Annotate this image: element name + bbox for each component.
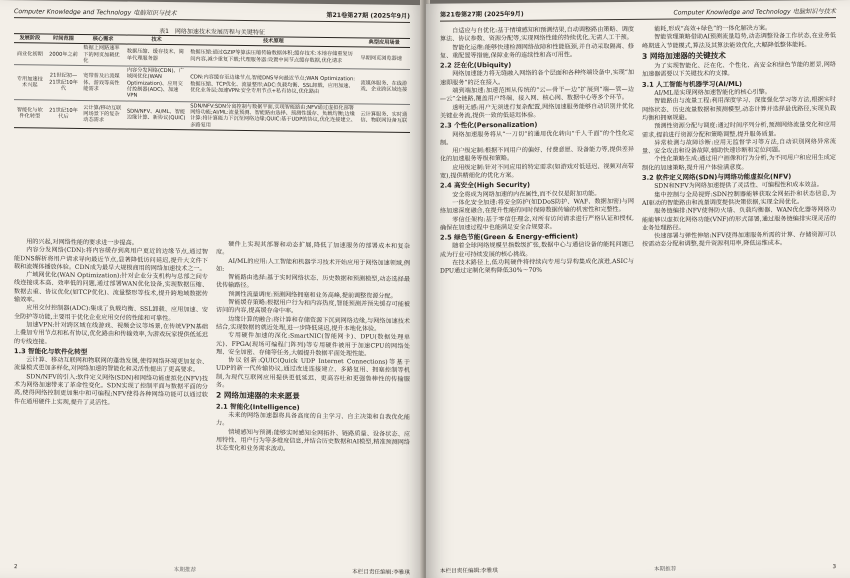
paragraph: 集中控制与全局视野:SDN控制器能够获取全网拓扑和状态信息,为AI驱动的智能路由和流量调度提供决策依据,实现全局优化。 — [642, 189, 836, 207]
table-header-cell: 典型应用场景 — [358, 38, 410, 48]
table-cell: 21世纪10年代后 — [46, 100, 82, 129]
paragraph: 智能路由与流量工程:利用深度学习、深度强化学习等方法,根据实时网络状态、历史流量数据和预测模型,动态计算并选择最优路径,实现负载均衡和拥塞规避。 — [642, 96, 836, 122]
table-title: 表1 网络加速技术发展历程与关键特征 — [159, 27, 265, 37]
paragraph: 网络加速能力将无缝融入网络的各个层面和各种终端设备中,实现“加速即服务”的泛在接入。 — [440, 69, 634, 87]
page-footer — [14, 562, 410, 577]
table-cell: 内容分发网络(CDN)、广域网优化(WAN Optimization)、应用交付控制器(ADC)、加速VPN — [125, 66, 188, 101]
table-header-cell: 技术 — [125, 35, 188, 45]
table-cell: 专用加速技术兴起 — [14, 65, 46, 100]
table-cell: 商业化初期 — [14, 43, 46, 65]
paragraph: 硬件上实现其部署和动态扩展,降低了加速服务的部署成本和复杂度。 — [216, 240, 410, 257]
paragraph: 协议创新:QUIC(Quick UDP Internet Connections)等基于UDP的新一代传输协议,通过改进连接建立、多路复用、拥塞控制等机制,为现代互联网应用提供更低延迟、更高吞吐和更强鲁棒性的传输服务。 — [216, 356, 410, 389]
paragraph: 预测性资源分配与调度:通过时间序列分析,预测网络流量变化和应用需求,提前进行资源分配和策略调整,提升服务质量。 — [642, 121, 836, 139]
paragraph: 广域网优化(WAN Optimization):针对企业分支机构与总部之间专线连接成本高、效率低的问题,通过部署WAN优化设备,实现数据压缩、数据去重、协议优化(如TCP优化)、流量整形等技术,提升跨地域数据传输效率。 — [14, 271, 208, 304]
table-cell: 云计算/移动互联网场景下的复杂动态需求 — [81, 100, 125, 129]
paragraph: 用的兴起,对网络性能的要求进一步提高。 — [26, 238, 138, 247]
table-header-cell: 核心需求 — [81, 34, 125, 44]
footer-section: 本期推荐 — [173, 567, 197, 574]
section-heading: 3.1 人工智能与机器学习(AI/ML) — [642, 79, 743, 89]
paragraph: 未来的网络加速器将具备高度的自主学习、自主决策和自我优化能力。 — [216, 411, 410, 428]
paragraph: 应用交付控制器(ADC):集成了负载均衡、SSL卸载、应用加速、安全防护等功能,主要用于优化企业应用交付的性能和可靠性。 — [14, 304, 208, 322]
page-footer — [440, 562, 836, 575]
paragraph: 透明无感:用户无须进行复杂配置,网络加速服务能够自动识别并优化关键业务流,提供一致的低延迟体验。 — [440, 102, 634, 120]
paragraph: SDN/NFV的引入:软件定义网络(SDN)和网络功能虚拟化(NFV)技术为网络加速带来了革命性变化。SDN实现了控制平面与数据平面的分离,使得网络控制更加集中和可编程;NFV使得各种网络功能可以通过软件在通用硬件上实现,提升了灵活性。 — [14, 373, 208, 407]
table-header-cell: 发展阶段 — [14, 34, 46, 44]
page-number: 2 — [14, 564, 18, 571]
paragraph: 智能缓存策略:根据用户行为和内容热度,智能预测并预先缓存可能被访问的内容,提高缓存命中率。 — [216, 298, 410, 316]
section-heading: 2.1 智能化(Intelligence) — [216, 402, 300, 412]
paragraph: 在技术路径上,低功耗硬件将持续向专用与异构集成化演进,ASIC与DPU通过定制化架构降低30%～70% — [440, 257, 634, 275]
journal-title: Computer Knowledge and Technology 电脑知识与技术 — [673, 8, 836, 17]
right-body-columns — [440, 24, 836, 561]
section-heading: 2.5 绿色节能(Green & Energy-efficient) — [440, 232, 579, 242]
paragraph: 云计算、移动互联网和物联网的蓬勃发展,使得网络环境更加复杂、流量模式更加多样化,对网络加速的智能化和灵活性提出了更高要求。 — [14, 356, 208, 374]
section-heading: 2.2 泛在化(Ubiquity) — [440, 61, 512, 70]
section-heading: 2.4 高安全(High Security) — [440, 181, 531, 190]
table-cell: 云计算服务、实时通信、物联网设备互联 — [358, 104, 410, 133]
paragraph: 个性化策略生成:通过用户画像和行为分析,为不同用户和应用生成定制化的加速策略,提升用户体验满意度。 — [642, 154, 836, 172]
footer-section: 本期推荐 — [653, 566, 677, 573]
table-cell: 21世纪初—21世纪10年代 — [46, 65, 82, 100]
section-heading: 2.3 个性化(Personalization) — [440, 120, 538, 130]
paragraph: 网络加速服务将从“一刀切”的通用优化转向“千人千面”的个性化定制。 — [440, 129, 634, 147]
table-cell: 数据上网路速率下的网页加载优化 — [81, 44, 125, 66]
chapter-heading: 3 网络加速器的关键技术 — [642, 50, 726, 61]
running-header — [14, 6, 410, 23]
paragraph: AI/ML的应用:人工智能和机器学习技术开始应用于网络加速领域,例如: — [216, 257, 410, 273]
footer-editor: 本栏目责任编辑:李雅琪 — [440, 568, 498, 575]
paragraph: 内容分发网络(CDN):将内容缓存到离用户更近的边缘节点,通过智能DNS解析将用户请求导向最近节点,显著降低访问延迟,提升大文件下载和流媒体播放体验。CDN成为最早大规模商用的网络加速技术之一。 — [14, 246, 208, 273]
issue-label: 第21卷第27期 (2025年9月) — [326, 11, 410, 21]
journal-title: Computer Knowledge and Technology 电脑知识与技术 — [14, 8, 177, 18]
footer-editor: 本栏目责任编辑:李雅琪 — [352, 569, 410, 577]
paragraph: 能耗,形成“高效+绿色”的一体化解决方案。 — [654, 24, 772, 33]
paragraph: 智能路由选择:基于实时网络状态、历史数据和预测模型,动态选择最优传输路径。 — [216, 273, 410, 290]
table-header-cell: 技术原理 — [188, 36, 358, 47]
paragraph: 智能化运维:能够快速检测网络故障和性能瓶颈,并自动采取隔离、修复、重配置等措施,保障业务的连续性和高可用性。 — [440, 42, 634, 60]
right-column-2 — [642, 24, 836, 560]
features-table — [14, 33, 410, 133]
paragraph: 加速VPN:针对跨区域在线游戏、视频会议等场景,在传统VPN基础上叠加专用节点和私有协议,优化路由和传输效率,为游戏玩家提供低延迟的专线连接。 — [14, 321, 208, 346]
paragraph: 情境感知与预测:能够实时感知全网拓扑、链路质量、设备状态、应用特性、用户行为等多维度信息,并结合历史数据和AI模型,精准预测网络状态变化和业务需求波动。 — [216, 428, 410, 453]
paragraph: 专用硬件加速的深化:SmartNIC(智能网卡)、DPU(数据处理单元)、FPGA(现场可编程门阵列)等专用硬件被用于加速CPU的网络处理、安全加密、存储等任务,大幅提升数据平面处理性能。 — [216, 332, 410, 358]
paragraph: 端到端加速:加速范围从传统的“云—骨干—边”扩展到“端—管—边—云”全链路,覆盖用户终端、接入网、核心网、数据中心等多个环节。 — [440, 85, 634, 103]
paragraph: 应用级定制:针对不同应用的特定需求(如游戏对低延迟、视频对高带宽),提供精细化的优化方案。 — [440, 162, 634, 180]
table-cell: 2000年之前 — [46, 43, 82, 65]
paragraph: 预测性流量调度:预测网络拥塞和业务高峰,提前调整资源分配。 — [228, 290, 397, 300]
table-row — [14, 65, 410, 104]
table-cell: 流媒体服务、在线游戏、企业跨区域连接 — [358, 69, 410, 104]
paragraph: 为了实现智能化、泛在化、个性化、高安全和绿色节能的愿景,网络加速器需要以下关键技术的支撑。 — [642, 61, 836, 79]
paragraph: 边缘计算的融合:将计算和存储资源下沉到网络边缘,与网络加速技术结合,实现数据的就近处理,进一步降低延迟,提升本地化体验。 — [216, 315, 410, 333]
paragraph: 安全将成为网络加速的内在属性,而不仅仅是附加功能。 — [452, 189, 601, 199]
paragraph: 零信任架构:基于零信任理念,对所有访问请求进行严格认证和授权,确保在加速过程中也能满足安全合规要求。 — [440, 214, 634, 232]
right-page — [426, 0, 850, 578]
paragraph: 异常检测与故障诊断:应用无监督学习等方法,自动识别网络异常流量、安全攻击和设备故障,辅助快速诊断和定位问题。 — [642, 137, 836, 155]
paragraph: 服务链编排:NFV使得防火墙、负载均衡器、WAN优化器等网络功能能够以虚拟化网络功能(VNF)的形式部署,通过服务链编排实现灵活的业务处理路径。 — [642, 206, 836, 232]
issue-label: 第21卷第27期 (2025年9月) — [440, 10, 524, 19]
section-heading: 3.2 软件定义网络(SDN)与网络功能虚拟化(NFV) — [642, 172, 792, 182]
chapter-heading: 2 网络加速器的未来愿景 — [216, 390, 300, 402]
paragraph: SDN和NFV为网络加速提供了灵活性、可编程性和成本效益。 — [654, 181, 823, 191]
page-number: 3 — [832, 564, 836, 571]
table-cell: 数据压缩:通过GZIP等算法压缩传输数据体积;缓存技术:本地存储重复访问内容,减少重复下载;代理服务器:设置中间节点缓存数据,优化请求 — [188, 45, 358, 69]
left-column-1 — [14, 238, 208, 560]
paragraph: 自适应与自优化:基于情境感知和预测结果,自动调整路由策略、调度算法、协议参数、资源分配等,实现网络性能的持续优化,无需人工干预。 — [440, 25, 634, 43]
table-cell: CDN:内容缓存至边缘节点,智能DNS导向最近节点;WAN Optimization:数据压缩、TCP优化、流量整形;ADC:负载均衡、SSL卸载、应用加速、优化业务层;加速VPN:安全专用节点+私有协议,优化路由 — [188, 67, 358, 104]
left-body-columns — [14, 238, 410, 563]
paragraph: 智能管理策略借助AI预测流量趋势,动态调整设备工作状态,在业务低峰期进入节能模式,算法及其算法能效优化,大幅降低整体能耗。 — [642, 32, 836, 50]
paragraph: 用户级定制:根据不同用户的偏好、付费意愿、设备能力等,提供差异化的加速服务等级和策略。 — [440, 146, 634, 164]
table-cell: SDN/NFV:SDN分离控制与数据平面,实现智能路由;NFV通过虚拟化部署网络功能;AI/ML:流量预测、智能路由选择、预测性缓存、负载均衡;边缘计算:将计算能力下沉至网络边缘;QUIC:基于UDP的协议,优化连接建立、多路复用 — [188, 101, 358, 131]
table-cell: SDN/NFV、AI/ML、智能边缘计算、新协议(QUIC) — [125, 101, 188, 130]
table-cell: 智能化与软件化转型 — [14, 99, 46, 128]
paragraph: 一体化安全加速:将安全防护(如DDoS防护、WAF、数据加密)与网络加速深度融合,在提升性能的同时保障数据传输的机密性和完整性。 — [440, 197, 634, 215]
paragraph: AI/ML是实现网络加速智能化的核心引擎。 — [654, 88, 771, 97]
right-column-1 — [440, 26, 634, 562]
table-cell: 宽带普及后流媒体、游戏等高性能需求 — [81, 66, 125, 101]
paragraph: 快速部署与弹性伸缩:NFV使得加速服务所需的计算、存储资源可以按需动态分配和调整,提升资源利用率,降低运维成本。 — [642, 231, 836, 249]
table-header-cell: 时间范围 — [46, 34, 82, 44]
section-heading: 1.3 智能化与软件化转型 — [14, 347, 88, 356]
running-header — [440, 6, 836, 21]
table-row — [14, 99, 410, 132]
table-cell: 早期网页浏览器速 — [358, 47, 410, 70]
paragraph: 随着全球网络规模呈指数级扩张,数据中心与通信设备的能耗问题已成为行业可持续发展的核心挑战。 — [440, 241, 634, 259]
left-column-2 — [216, 241, 410, 563]
left-page — [0, 0, 424, 578]
table-cell: 数据压缩、缓存技术、简单代理服务器 — [125, 44, 188, 67]
